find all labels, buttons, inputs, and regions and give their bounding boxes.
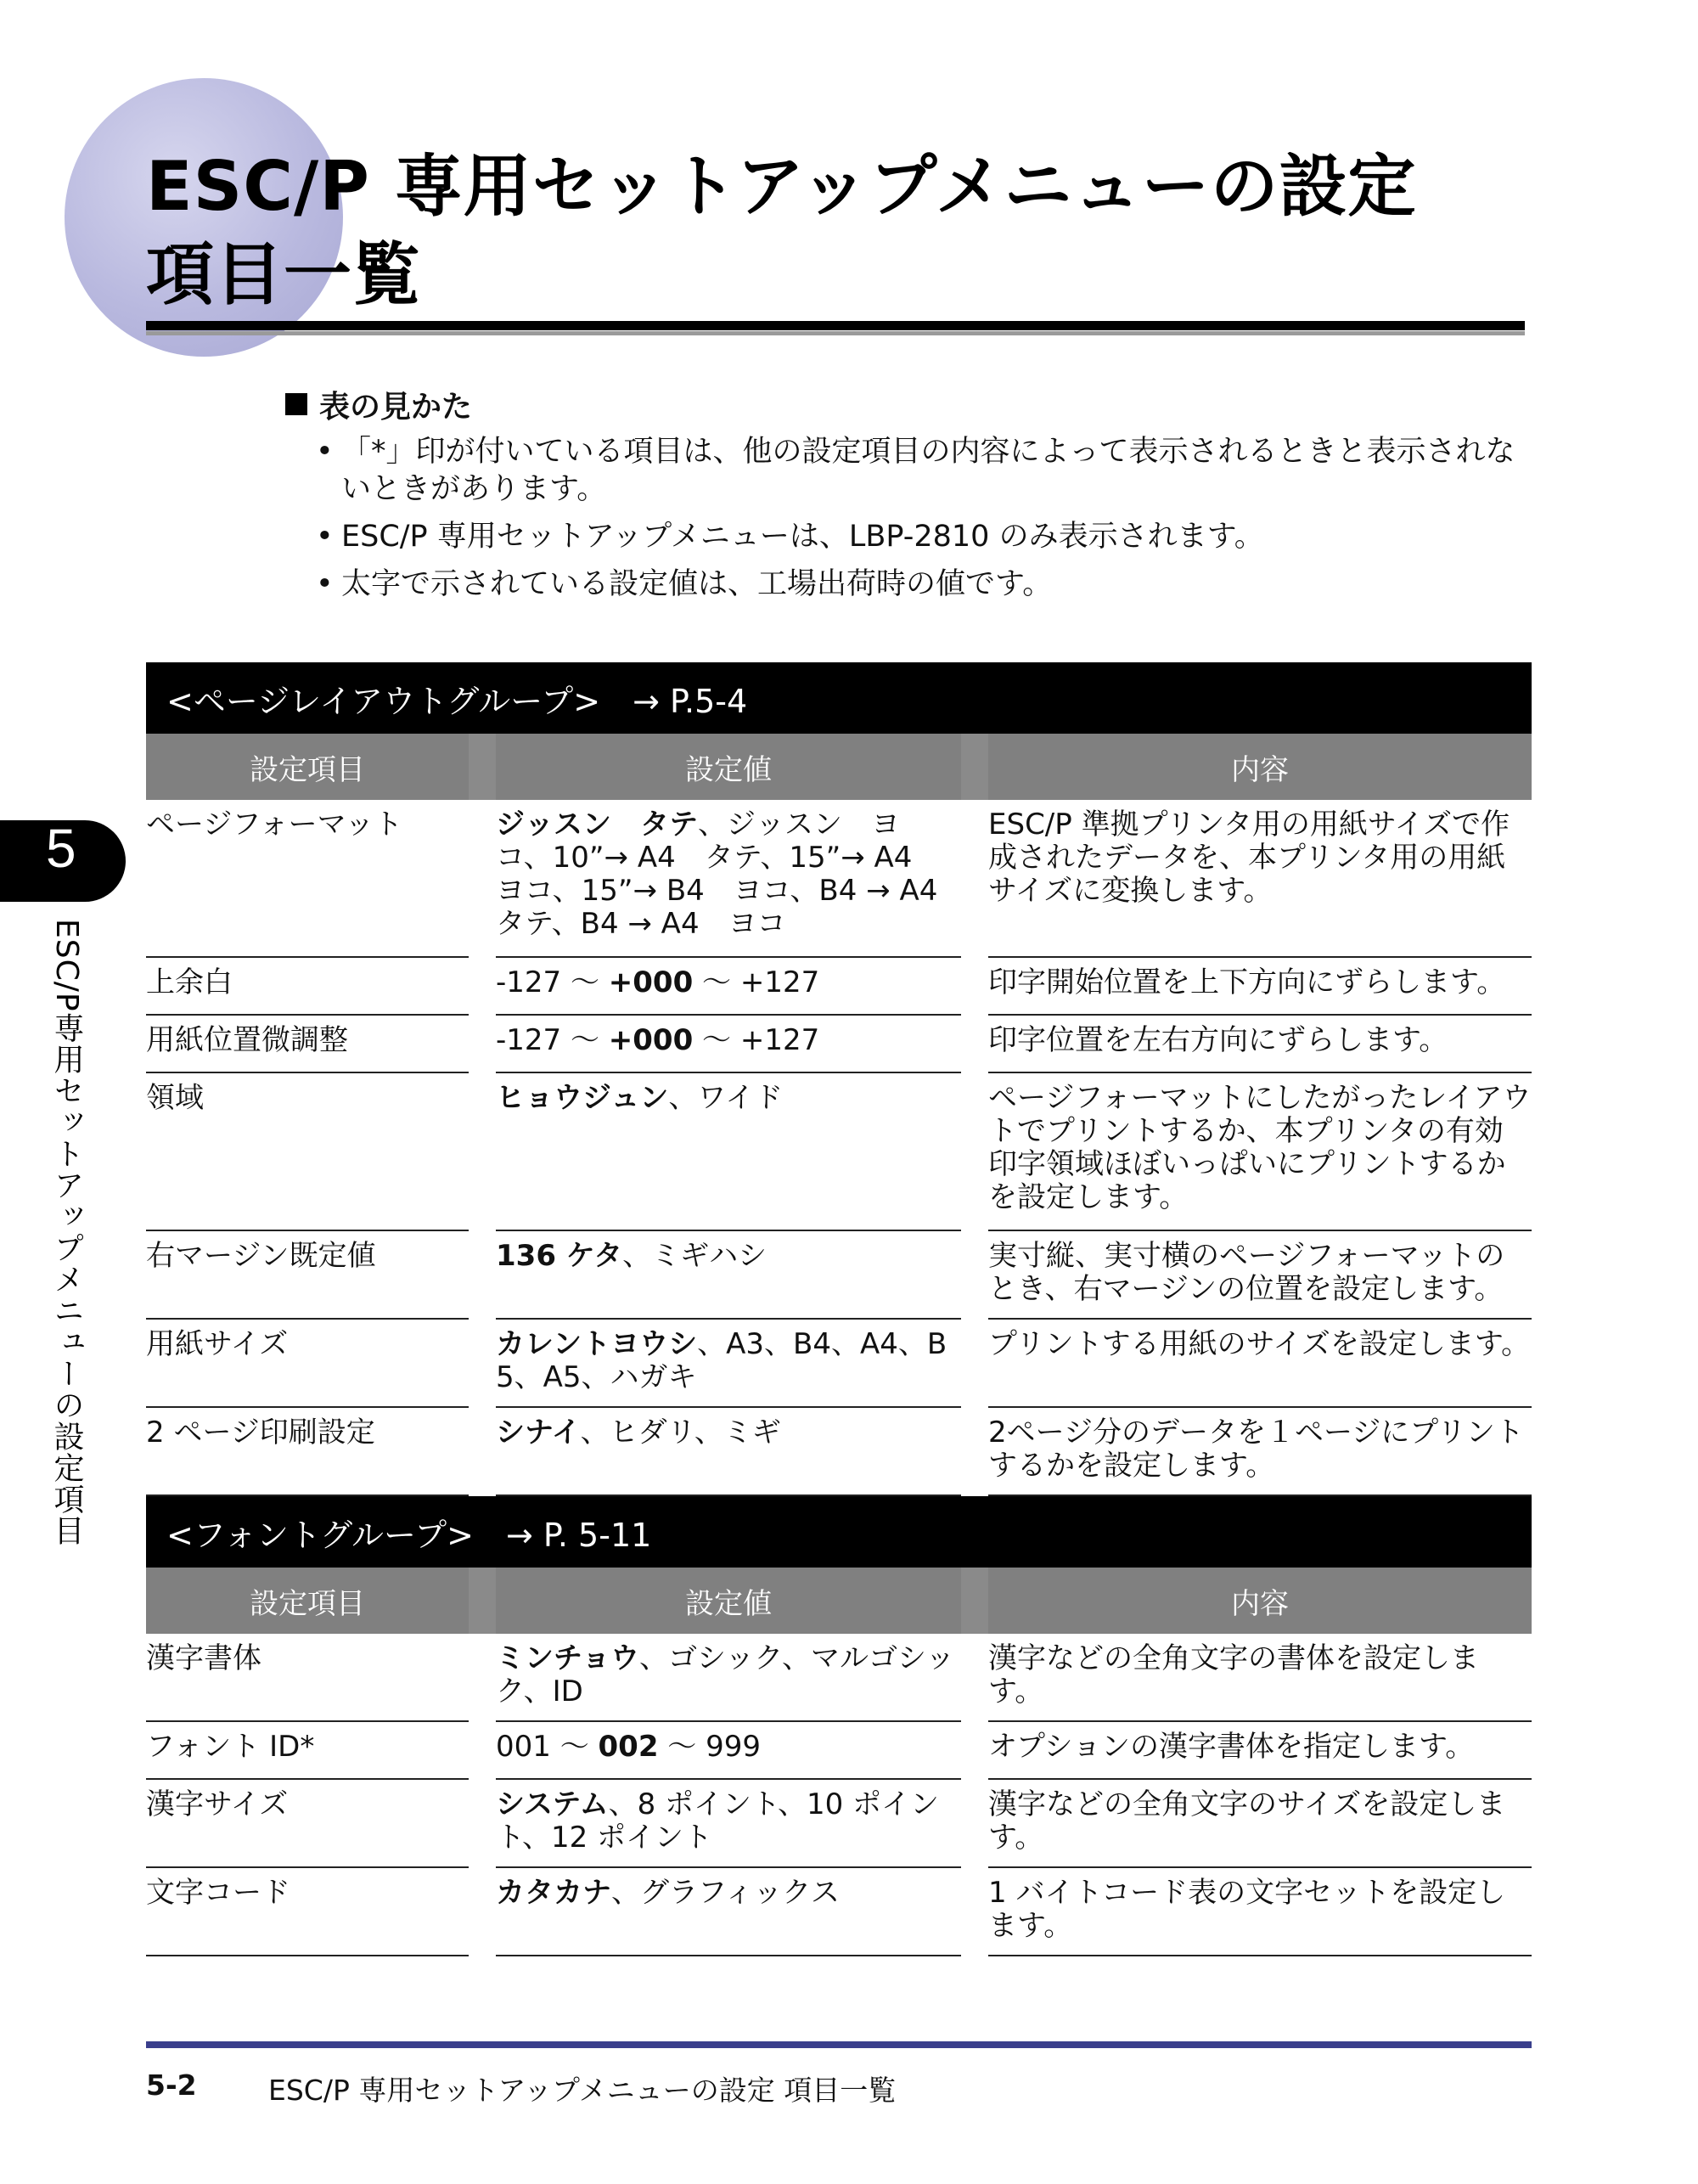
column-gap <box>961 800 988 958</box>
default-value: ヒョウジュン <box>496 1081 669 1115</box>
column-header-item: 設定項目 <box>250 752 365 787</box>
default-value: ジッスン タテ <box>496 808 698 842</box>
setting-value-options: 、A3、B4、A4、B5、A5、ハガキ <box>496 1327 947 1394</box>
setting-description: ESC/P 準拠プリンタ用の用紙サイズで作成されたデータを、本プリンタ用の用紙サイズに変換します。 <box>988 800 1532 958</box>
table-row <box>146 1722 1532 1780</box>
setting-value <box>496 958 961 1016</box>
howto-section <box>285 384 1542 613</box>
setting-value <box>496 1231 961 1320</box>
column-gap <box>469 958 496 1016</box>
setting-item: 漢字サイズ <box>146 1780 469 1868</box>
table-row <box>146 958 1532 1016</box>
group-header: <ページレイアウトグループ> → P.5-4 <box>146 662 1532 734</box>
page-title-line1: ESC/P 専用セットアップメニューの設定 <box>146 147 1417 226</box>
column-gap <box>961 1868 988 1956</box>
setting-item: 上余白 <box>146 958 469 1016</box>
column-gap <box>961 1231 988 1320</box>
page-title <box>146 143 1538 319</box>
column-gap <box>961 1016 988 1073</box>
column-gap <box>469 800 496 958</box>
setting-value-prefix: -127 ～ <box>496 1023 609 1057</box>
column-header-row <box>146 1568 1532 1634</box>
setting-item: 領域 <box>146 1073 469 1231</box>
setting-value-options: 、8 ポイント、10 ポイント、12 ポイント <box>496 1787 940 1855</box>
column-gap <box>961 1568 988 1634</box>
howto-bullets <box>316 433 1542 603</box>
table-row <box>146 1073 1532 1231</box>
setting-value <box>496 800 967 958</box>
column-gap <box>469 1231 496 1320</box>
setting-value-options: 、ジッスン ヨコ、10”→ A4 タテ、15”→ A4 ヨコ、15”→ B4 ヨコ、B4 → A4 タテ、B4 → A4 ヨコ <box>496 808 967 941</box>
setting-value <box>496 1780 961 1868</box>
table-row <box>146 800 1532 958</box>
setting-item: ページフォーマット <box>146 800 469 958</box>
setting-description: プリントする用紙のサイズを設定します。 <box>988 1320 1532 1408</box>
setting-item: フォント ID* <box>146 1722 469 1780</box>
column-gap <box>469 1320 496 1408</box>
square-bullet-icon <box>285 393 307 415</box>
setting-value <box>496 1320 961 1408</box>
default-value: システム <box>496 1787 609 1821</box>
setting-value-options: 、ワイド <box>668 1081 784 1115</box>
setting-value <box>496 1073 961 1231</box>
setting-description: 漢字などの全角文字の書体を設定します。 <box>988 1634 1532 1722</box>
table-row <box>146 1634 1532 1722</box>
setting-value-options: 、ゴシック、マルゴシック、ID <box>496 1641 955 1708</box>
default-value: ミンチョウ <box>496 1641 639 1675</box>
setting-value-options: ～ 999 <box>658 1730 762 1764</box>
howto-bullet: • 太字で示されている設定値は、工場出荷時の値です。 <box>316 566 1542 603</box>
howto-heading-text: 表の見かた <box>319 389 473 425</box>
footer-rule <box>146 2041 1532 2048</box>
setting-item: 用紙位置微調整 <box>146 1016 469 1073</box>
setting-value-options: 、グラフィックス <box>611 1876 840 1910</box>
setting-value-options: ～ +127 <box>693 965 820 999</box>
setting-value <box>496 1634 961 1722</box>
setting-value-prefix: 001 ～ <box>496 1730 599 1764</box>
title-rule-shadow <box>146 331 1525 335</box>
column-gap <box>469 1722 496 1780</box>
column-gap <box>469 1408 496 1496</box>
default-value: 136 ケタ <box>496 1239 623 1273</box>
table-row <box>146 1780 1532 1868</box>
setting-item: 用紙サイズ <box>146 1320 469 1408</box>
column-gap <box>961 958 988 1016</box>
column-gap <box>469 734 496 800</box>
setting-value-options: ～ +127 <box>693 1023 820 1057</box>
group-header: <フォントグループ> → P. 5-11 <box>146 1496 1532 1568</box>
column-gap <box>469 1073 496 1231</box>
settings-tables <box>146 662 1532 1956</box>
column-gap <box>469 1780 496 1868</box>
setting-value <box>496 1408 961 1496</box>
default-value: 002 <box>598 1730 659 1764</box>
setting-item: 漢字書体 <box>146 1634 469 1722</box>
column-gap <box>469 1868 496 1956</box>
default-value: +000 <box>608 965 694 999</box>
table-row <box>146 1868 1532 1956</box>
chapter-side-title: ESC/P専用セットアップメニューの設定項目 <box>49 919 84 1546</box>
page-title-line2: 項目一覧 <box>146 235 421 314</box>
setting-description: 実寸縦、実寸横のページフォーマットのとき、右マージンの位置を設定します。 <box>988 1231 1532 1320</box>
setting-value-prefix: -127 ～ <box>496 965 609 999</box>
column-gap <box>469 1016 496 1073</box>
column-header-value: 設定値 <box>685 752 772 787</box>
footer-title: ESC/P 専用セットアップメニューの設定 項目一覧 <box>268 2074 897 2107</box>
setting-value <box>496 1722 961 1780</box>
setting-item: 文字コード <box>146 1868 469 1956</box>
setting-value-options: 、ヒダリ、ミギ <box>580 1416 781 1449</box>
default-value: シナイ <box>496 1416 581 1449</box>
default-value: カタカナ <box>496 1876 611 1910</box>
column-header-value: 設定値 <box>685 1586 772 1621</box>
column-header-row <box>146 734 1532 800</box>
column-header-item: 設定項目 <box>250 1586 365 1621</box>
column-header-description: 内容 <box>1231 752 1289 787</box>
setting-item: 右マージン既定値 <box>146 1231 469 1320</box>
table-row <box>146 1320 1532 1408</box>
setting-value-options: 、ミギハシ <box>622 1239 767 1273</box>
setting-description: 漢字などの全角文字のサイズを設定します。 <box>988 1780 1532 1868</box>
default-value: +000 <box>608 1023 694 1057</box>
setting-item: 2 ページ印刷設定 <box>146 1408 469 1496</box>
table-row <box>146 1231 1532 1320</box>
column-gap <box>961 1780 988 1868</box>
chapter-number: 5 <box>46 818 76 879</box>
column-gap <box>961 734 988 800</box>
footer-page-number: 5-2 <box>146 2069 197 2102</box>
default-value: カレントヨウシ <box>496 1327 698 1361</box>
howto-heading <box>285 384 1542 425</box>
table-row <box>146 1408 1532 1496</box>
column-gap <box>961 1320 988 1408</box>
setting-description: ページフォーマットにしたがったレイアウトでプリントするか、本プリンタの有効印字領域ほぼいっぱいにプリントするかを設定します。 <box>988 1073 1532 1231</box>
howto-bullet: • ESC/P 専用セットアップメニューは、LBP-2810 のみ表示されます。 <box>316 518 1542 555</box>
setting-description: オプションの漢字書体を指定します。 <box>988 1722 1532 1780</box>
setting-description: 2ページ分のデータを１ページにプリントするかを設定します。 <box>988 1408 1532 1496</box>
column-gap <box>469 1568 496 1634</box>
column-gap <box>961 1722 988 1780</box>
column-gap <box>961 1634 988 1722</box>
column-gap <box>961 1408 988 1496</box>
setting-value <box>496 1016 961 1073</box>
setting-description: 1 バイトコード表の文字セットを設定します。 <box>988 1868 1532 1956</box>
setting-description: 印字開始位置を上下方向にずらします。 <box>988 958 1532 1016</box>
howto-bullet: • 「*」印が付いている項目は、他の設定項目の内容によって表示されるときと表示されないときがあります。 <box>316 433 1542 508</box>
title-rule <box>146 321 1525 330</box>
column-gap <box>961 1073 988 1231</box>
table-row <box>146 1016 1532 1073</box>
column-gap <box>469 1634 496 1722</box>
setting-description: 印字位置を左右方向にずらします。 <box>988 1016 1532 1073</box>
setting-value <box>496 1868 961 1956</box>
column-header-description: 内容 <box>1231 1586 1289 1621</box>
